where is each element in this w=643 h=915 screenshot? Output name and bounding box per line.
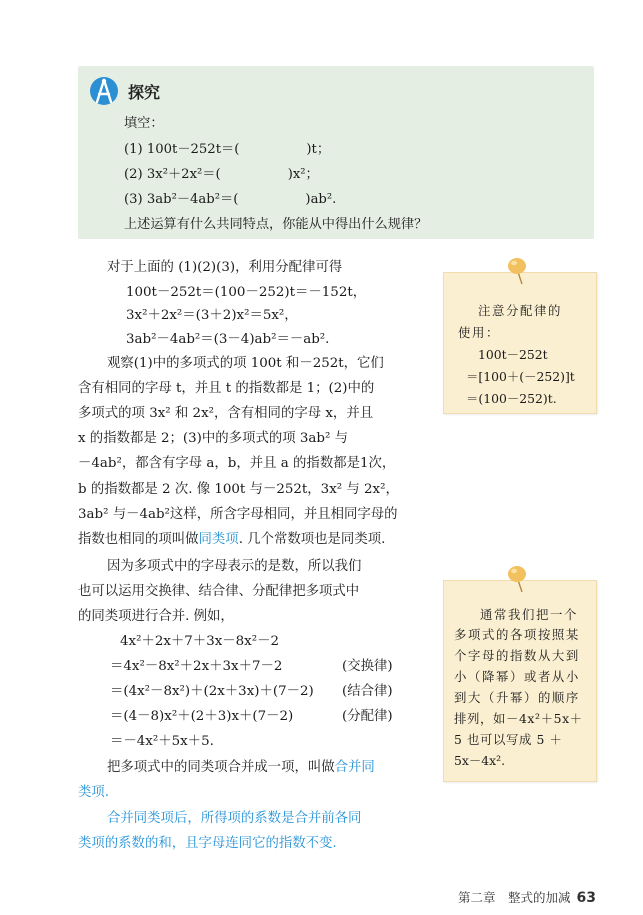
paragraph-line: 3ab² 与－4ab²这样，所含字母相同，并且相同字母的 (78, 507, 398, 522)
definition-combine-continued: 类项. (78, 785, 110, 800)
sticky-note-ordering (443, 580, 597, 782)
pushpin-icon (505, 256, 531, 286)
law-distributive: (分配律) (342, 709, 393, 724)
note-line: 小（降幂）或者从小 (454, 669, 580, 684)
paragraph-line: 也可以运用交换律、结合律、分配律把多项式中 (78, 584, 360, 599)
chapter-title: 第二章 整式的加减 (458, 890, 571, 905)
example-step-3: ＝(4－8)x²＋(2＋3)x＋(7－2) (110, 709, 294, 724)
term-combine-like-terms: 合并同 (334, 760, 375, 775)
explore-prompt: 填空： (124, 116, 164, 131)
note-line: 通常我们把一个 (480, 607, 578, 622)
note-line: 100t－252t (478, 347, 548, 362)
note-line: 5 也可以写成 5 ＋ (454, 732, 563, 747)
note-line: 注意分配律的 (478, 303, 562, 318)
law-commutative: (交换律) (342, 659, 393, 674)
main-intro: 对于上面的 (1)(2)(3)，利用分配律可得 (107, 260, 343, 275)
equation-2: 3x²＋2x²＝(3＋2)x²＝5x²， (126, 308, 298, 323)
paragraph-line: 因为多项式中的字母表示的是数，所以我们 (107, 559, 362, 574)
note-line: 排列，如－4x²＋5x＋ (454, 711, 583, 726)
equation-1: 100t－252t＝(100－252)t＝－152t， (126, 285, 367, 300)
paragraph-line: －4ab²，都含有字母 a，b，并且 a 的指数都是1次， (78, 456, 396, 471)
note-line: ＝[100＋(－252)]t (466, 369, 575, 384)
paragraph-line: 含有相同的字母 t，并且 t 的指数都是 1；(2)中的 (78, 381, 375, 396)
paragraph-line: 的同类项进行合并. 例如， (78, 609, 234, 624)
explore-compass-icon (89, 76, 119, 106)
example-step-4: ＝－4x²＋5x＋5. (110, 734, 214, 749)
example-step-2: ＝(4x²－8x²)＋(2x＋3x)＋(7－2) (110, 684, 314, 699)
note-line: 个字母的指数从大到 (454, 648, 580, 663)
note-line: ＝(100－252)t. (466, 391, 557, 406)
explore-question: 上述运算有什么共同特点，你能从中得出什么规律？ (124, 217, 428, 232)
explore-item-1: (1) 100t－252t＝( )t； (124, 142, 331, 157)
definition-text: 指数也相同的项叫做 (78, 532, 199, 547)
rule-line-1: 合并同类项后，所得项的系数是合并前各同 (107, 811, 362, 826)
note-line: 多项式的各项按照某 (454, 627, 580, 642)
paragraph-line: x 的指数都是 2；(3)中的多项式的项 3ab² 与 (78, 431, 348, 446)
definition-like-terms (78, 530, 385, 550)
explore-item-3: (3) 3ab²－4ab²＝( )ab². (124, 192, 337, 207)
paragraph-line: 观察(1)中的多项式的项 100t 和－252t，它们 (107, 356, 384, 371)
explore-item-2: (2) 3x²＋2x²＝( )x²； (124, 167, 319, 182)
page-number: 63 (576, 890, 596, 906)
equation-3: 3ab²－4ab²＝(3－4)ab²＝－ab². (126, 332, 330, 347)
law-associative: (结合律) (342, 684, 393, 699)
page-footer (458, 888, 596, 906)
definition-text: 把多项式中的同类项合并成一项，叫做 (107, 760, 335, 775)
explore-title: 探究 (128, 83, 161, 102)
note-line: 使用： (458, 325, 500, 340)
paragraph-line: 多项式的项 3x² 和 2x²，含有相同的字母 x，并且 (78, 406, 374, 421)
paragraph-line: b 的指数都是 2 次. 像 100t 与－252t，3x² 与 2x²， (78, 482, 399, 497)
example-step-0: 4x²＋2x＋7＋3x－8x²－2 (120, 634, 280, 649)
term-like-terms: 同类项 (198, 532, 239, 547)
example-step-1: ＝4x²－8x²＋2x＋3x＋7－2 (110, 659, 283, 674)
pushpin-icon (505, 564, 531, 594)
explore-box (78, 66, 594, 239)
note-line: 到大（升幂）的顺序 (454, 690, 580, 705)
definition-combine (107, 758, 375, 778)
definition-text: . 几个常数项也是同类项. (238, 532, 386, 547)
note-line: 5x－4x². (454, 753, 506, 768)
sticky-note-distributive (443, 272, 597, 414)
rule-line-2: 类项的系数的和，且字母连同它的指数不变. (78, 836, 337, 851)
